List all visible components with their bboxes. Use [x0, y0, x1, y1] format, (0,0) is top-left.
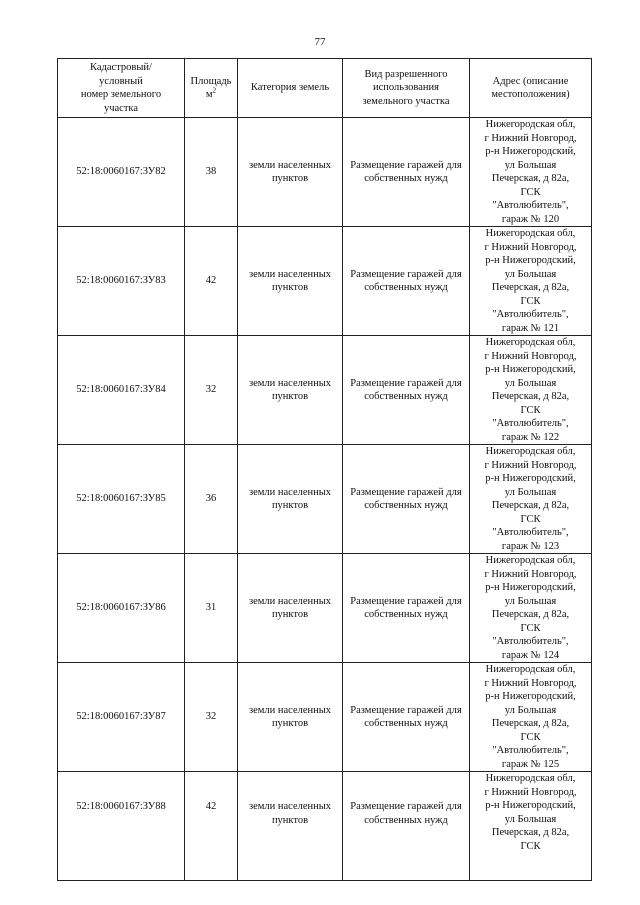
land-plots-table — [57, 58, 592, 881]
address-line: "Автолюбитель", — [492, 636, 569, 647]
cell-address — [470, 336, 592, 445]
cell-cadastral: 52:18:0060167:ЗУ87 — [58, 663, 185, 772]
cell-category: земли населенных пунктов — [238, 336, 343, 445]
cell-address — [470, 663, 592, 772]
cell-cadastral: 52:18:0060167:ЗУ88 — [58, 772, 185, 881]
header-use — [343, 59, 470, 118]
header-area-label: Площадь м — [190, 75, 232, 100]
address-line: ГСК — [520, 295, 541, 307]
table-row — [58, 554, 592, 663]
cell-category: земли населенных пунктов — [238, 663, 343, 772]
cell-address — [470, 554, 592, 663]
cell-use: Размещение гаражей для собственных нужд — [343, 118, 470, 227]
address-line: ул Большая — [504, 813, 557, 825]
address-line: "Автолюбитель", — [492, 200, 569, 211]
address-line: "Автолюбитель", — [492, 527, 569, 538]
cell-category: земли населенных пунктов — [238, 772, 343, 881]
cell-cadastral: 52:18:0060167:ЗУ85 — [58, 445, 185, 554]
cell-area: 31 — [185, 554, 238, 663]
header-cadastral-line: Кадастровый/ — [90, 62, 152, 73]
header-cadastral — [58, 59, 185, 118]
header-cadastral-line: номер земельного — [80, 89, 162, 100]
address-line: г Нижний Новгород, — [484, 786, 577, 798]
address-line: "Автолюбитель", — [492, 418, 569, 429]
cell-use: Размещение гаражей для собственных нужд — [343, 227, 470, 336]
address-line: Печерская, д 82а, — [491, 609, 570, 620]
cell-cadastral: 52:18:0060167:ЗУ83 — [58, 227, 185, 336]
address-line: р-н Нижегородский, — [485, 146, 576, 157]
address-line: гараж № 123 — [501, 540, 560, 552]
address-line: Нижегородская обл, — [485, 773, 576, 784]
cell-area: 32 — [185, 336, 238, 445]
address-line: ГСК — [520, 513, 541, 525]
address-line: Печерская, д 82а, — [491, 827, 570, 838]
cell-address — [470, 227, 592, 336]
cell-address — [470, 445, 592, 554]
table-row — [58, 663, 592, 772]
address-line: г Нижний Новгород, — [484, 568, 577, 580]
cell-area: 42 — [185, 227, 238, 336]
header-use-line: земельного участка — [362, 95, 450, 107]
cell-category: земли населенных пунктов — [238, 227, 343, 336]
table-row — [58, 118, 592, 227]
header-use-line: Вид разрешенного — [364, 68, 448, 80]
cell-cadastral: 52:18:0060167:ЗУ82 — [58, 118, 185, 227]
address-line: ул Большая — [504, 704, 557, 716]
address-line: гараж № 121 — [501, 322, 560, 334]
cell-use: Размещение гаражей для собственных нужд — [343, 336, 470, 445]
address-line: "Автолюбитель", — [492, 309, 569, 320]
address-line: гараж № 124 — [501, 649, 560, 661]
address-line: Нижегородская обл, — [485, 119, 576, 130]
address-line: р-н Нижегородский, — [485, 691, 576, 702]
address-line: Печерская, д 82а, — [491, 282, 570, 293]
header-cadastral-line: условный — [99, 75, 143, 87]
cell-area: 32 — [185, 663, 238, 772]
address-line: р-н Нижегородский, — [485, 800, 576, 811]
address-line: г Нижний Новгород, — [484, 132, 577, 144]
cell-use: Размещение гаражей для собственных нужд — [343, 772, 470, 881]
cell-use: Размещение гаражей для собственных нужд — [343, 554, 470, 663]
cell-area: 36 — [185, 445, 238, 554]
cell-cadastral: 52:18:0060167:ЗУ84 — [58, 336, 185, 445]
table-header-row — [58, 59, 592, 118]
address-line: г Нижний Новгород, — [484, 241, 577, 253]
header-cadastral-line: участка — [103, 102, 139, 114]
cell-category: земли населенных пунктов — [238, 554, 343, 663]
address-line: ул Большая — [504, 159, 557, 171]
header-address-line: местоположения) — [491, 89, 570, 100]
address-line: "Автолюбитель", — [492, 745, 569, 756]
cell-use: Размещение гаражей для собственных нужд — [343, 663, 470, 772]
address-line: Нижегородская обл, — [485, 555, 576, 566]
table-row — [58, 227, 592, 336]
table-row — [58, 336, 592, 445]
address-line: р-н Нижегородский, — [485, 473, 576, 484]
cell-category: земли населенных пунктов — [238, 445, 343, 554]
table-row — [58, 772, 592, 881]
address-line: Нижегородская обл, — [485, 228, 576, 239]
address-line: гараж № 125 — [501, 758, 560, 770]
address-line: Печерская, д 82а, — [491, 391, 570, 402]
cell-area: 42 — [185, 772, 238, 881]
header-use-line: использования — [373, 82, 439, 94]
cell-address — [470, 772, 592, 881]
address-line: г Нижний Новгород, — [484, 677, 577, 689]
address-line: Нижегородская обл, — [485, 664, 576, 675]
address-line: ГСК — [520, 731, 541, 743]
address-line: ГСК — [520, 404, 541, 416]
header-area-sup: 2 — [212, 86, 217, 95]
address-line: Нижегородская обл, — [485, 337, 576, 348]
address-line: р-н Нижегородский, — [485, 582, 576, 593]
address-line: ул Большая — [504, 377, 557, 389]
address-line: р-н Нижегородский, — [485, 255, 576, 266]
address-line: ГСК — [520, 840, 541, 852]
address-line: Печерская, д 82а, — [491, 500, 570, 511]
address-line: ул Большая — [504, 595, 557, 607]
address-line: р-н Нижегородский, — [485, 364, 576, 375]
address-line: гараж № 120 — [501, 213, 560, 225]
address-line: г Нижний Новгород, — [484, 350, 577, 362]
address-line: г Нижний Новгород, — [484, 459, 577, 471]
cell-area: 38 — [185, 118, 238, 227]
header-address-line: Адрес (описание — [492, 75, 569, 87]
address-line: гараж № 122 — [501, 431, 560, 443]
address-line: ГСК — [520, 622, 541, 634]
address-line: Нижегородская обл, — [485, 446, 576, 457]
cell-cadastral: 52:18:0060167:ЗУ86 — [58, 554, 185, 663]
address-line: ул Большая — [504, 486, 557, 498]
cell-use: Размещение гаражей для собственных нужд — [343, 445, 470, 554]
address-line: Печерская, д 82а, — [491, 173, 570, 184]
address-line: ГСК — [520, 186, 541, 198]
cell-category: земли населенных пунктов — [238, 118, 343, 227]
header-category: Категория земель — [238, 59, 343, 118]
page-number: 77 — [314, 36, 326, 48]
cell-address — [470, 118, 592, 227]
address-line: Печерская, д 82а, — [491, 718, 570, 729]
header-address — [470, 59, 592, 118]
table-row — [58, 445, 592, 554]
header-area — [185, 59, 238, 118]
address-line: ул Большая — [504, 268, 557, 280]
